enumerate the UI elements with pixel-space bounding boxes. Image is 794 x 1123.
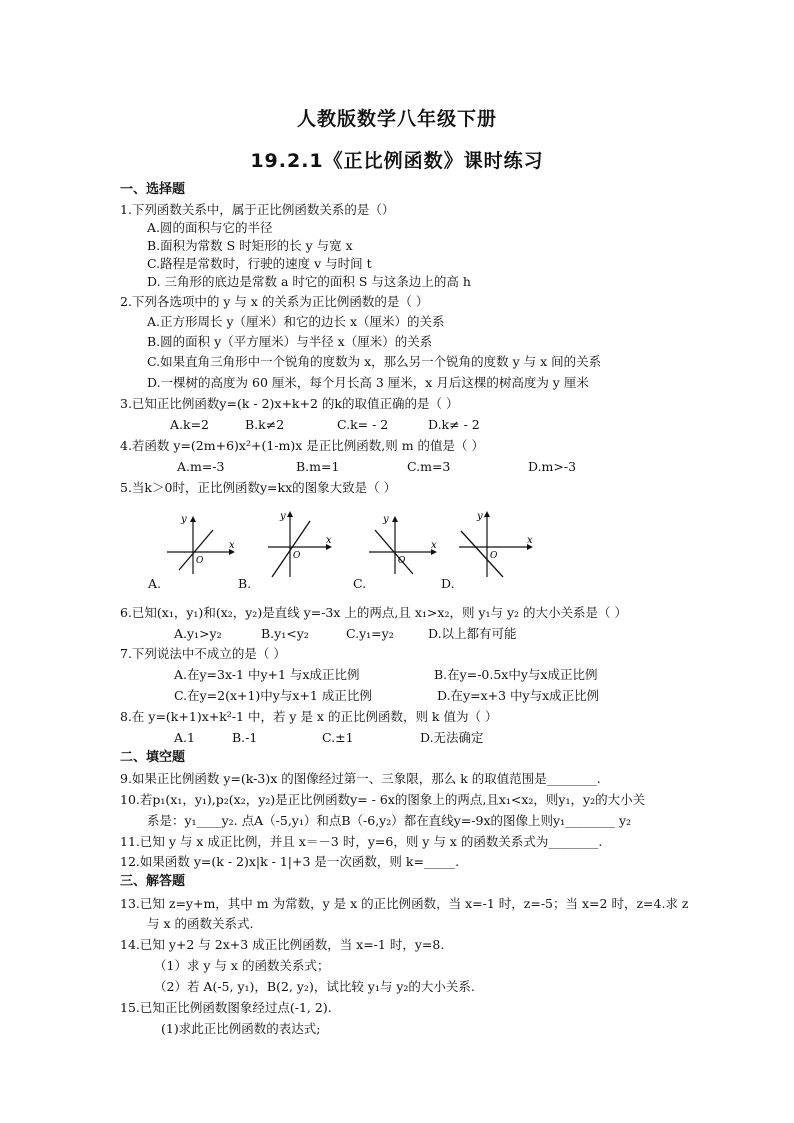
graph-d-label: D. bbox=[441, 576, 455, 591]
question-14-stem: 14.已知 y+2 与 2x+3 成正比例函数，当 x=-1 时，y=8. bbox=[120, 937, 445, 952]
question-3-option-c: C.k= - 2 bbox=[337, 417, 389, 432]
graph-b-label: B. bbox=[238, 576, 252, 591]
question-14-part-1: （1）求 y 与 x 的函数关系式； bbox=[154, 958, 330, 973]
graph-a-y-label: y bbox=[181, 514, 187, 525]
question-1-stem: 1.下列函数关系中，属于正比例函数关系的是（） bbox=[120, 202, 395, 217]
question-15-part-1: (1)求此正比例函数的表达式; bbox=[161, 1021, 321, 1036]
question-1-option-c: C.路程是常数时，行驶的速度 v 与时间 t bbox=[147, 256, 372, 271]
question-8-stem: 8.在 y=(k+1)x+k²-1 中，若 y 是 x 的正比例函数，则 k 值为（ ） bbox=[120, 709, 498, 724]
question-4-stem: 4.若函数 y=(2m+6)x²+(1-m)x 是正比例函数,则 m 的值是（ ） bbox=[120, 438, 485, 453]
question-2-option-d: D.一棵树的高度为 60 厘米，每个月长高 3 厘米，x 月后这棵的树高度为 y 厘米 bbox=[147, 375, 589, 390]
graph-d-y-label: y bbox=[477, 511, 483, 522]
graph-d bbox=[455, 505, 540, 580]
question-1-option-b: B.面积为常数 S 时矩形的长 y 与宽 x bbox=[147, 238, 353, 253]
graph-d-origin-label: O bbox=[490, 551, 498, 561]
graph-b-origin-label: O bbox=[293, 551, 301, 561]
graph-c bbox=[365, 510, 445, 580]
graph-b-x-label: x bbox=[326, 535, 332, 546]
graph-b-y-label: y bbox=[280, 511, 286, 522]
graph-a-origin-label: O bbox=[196, 556, 204, 566]
graph-c-y-label: y bbox=[383, 514, 389, 525]
question-4-option-d: D.m>-3 bbox=[528, 459, 577, 474]
graph-b bbox=[258, 505, 338, 580]
question-13-line-2: 与 x 的函数关系式. bbox=[147, 916, 254, 931]
question-9: 9.如果正比例函数 y=(k-3)x 的图像经过第一、三象限，那么 k 的取值范围是________. bbox=[120, 771, 601, 786]
question-7-option-b: B.在y=-0.5x中y与x成正比例 bbox=[434, 667, 598, 682]
graph-c-origin-label: O bbox=[398, 556, 406, 566]
question-10-line-1: 10.若p₁(x₁，y₁),p₂(x₂，y₂)是正比例函数y= - 6x的图象上的两点,且x₁<x₂，则y₁，y₂的大小关 bbox=[120, 792, 646, 807]
question-10-line-2: 系是：y₁____y₂. 点A（-5,y₁）和点B（-6,y₂）都在直线y=-9x的图像上则y₁________ y₂ bbox=[147, 813, 632, 828]
section-heading-choice: 一、选择题 bbox=[120, 182, 186, 197]
question-1-option-d: D. 三角形的底边是常数 a 时它的面积 S 与这条边上的高 h bbox=[147, 274, 471, 289]
graph-c-x-label: x bbox=[431, 540, 437, 551]
question-8-option-a: A.1 bbox=[174, 730, 195, 745]
question-6-option-d: D.以上都有可能 bbox=[428, 626, 517, 641]
question-7-option-c: C.在y=2(x+1)中y与x+1 成正比例 bbox=[174, 688, 372, 703]
graph-a-x-label: x bbox=[229, 540, 235, 551]
question-3-option-d: D.k≠ - 2 bbox=[428, 417, 480, 432]
section-heading-fill: 二、填空题 bbox=[120, 750, 186, 765]
question-3-option-a: A.k=2 bbox=[170, 417, 210, 432]
question-7-option-a: A.在y=3x-1 中y+1 与x成正比例 bbox=[174, 667, 360, 682]
question-6-option-b: B.y₁<y₂ bbox=[261, 626, 309, 641]
graph-d-x-label: x bbox=[527, 535, 533, 546]
question-4-option-c: C.m=3 bbox=[407, 459, 451, 474]
question-15-stem: 15.已知正比例函数图象经过点(-1, 2). bbox=[120, 1000, 332, 1015]
question-5-stem: 5.当k＞0时，正比例函数y=kx的图象大致是（ ） bbox=[120, 480, 397, 495]
question-3-stem: 3.已知正比例函数y=(k - 2)x+k+2 的k的取值正确的是（ ） bbox=[120, 396, 459, 411]
graph-a-label: A. bbox=[148, 576, 162, 591]
page-title: 人教版数学八年级下册 bbox=[296, 108, 497, 130]
graph-c-label: C. bbox=[353, 576, 367, 591]
question-7-stem: 7.下列说法中不成立的是（ ） bbox=[120, 646, 286, 661]
question-4-option-a: A.m=-3 bbox=[177, 459, 225, 474]
graph-a bbox=[163, 510, 243, 580]
question-8-option-b: B.-1 bbox=[232, 730, 258, 745]
question-4-option-b: B.m=1 bbox=[296, 459, 340, 474]
question-6-stem: 6.已知(x₁，y₁)和(x₂，y₂)是直线 y=-3x 上的两点,且 x₁>x₂，则 y₁与 y₂ 的大小关系是（ ） bbox=[120, 605, 627, 620]
question-6-option-a: A.y₁>y₂ bbox=[174, 626, 222, 641]
question-6-option-c: C.y₁=y₂ bbox=[346, 626, 394, 641]
question-11: 11.已知 y 与 x 成正比例，并且 x＝－3 时，y=6，则 y 与 x 的函数关系式为________. bbox=[120, 834, 603, 849]
question-13-line-1: 13.已知 z=y+m，其中 m 为常数，y 是 x 的正比例函数，当 x=-1 时，z=-5；当 x=2 时，z=4.求 z bbox=[120, 896, 689, 911]
section-heading-answer: 三、解答题 bbox=[120, 874, 186, 889]
question-2-option-a: A.正方形周长 y（厘米）和它的边长 x（厘米）的关系 bbox=[147, 314, 445, 329]
question-7-option-d: D.在y=x+3 中y与x成正比例 bbox=[437, 688, 600, 703]
question-1-option-a: A.圆的面积与它的半径 bbox=[147, 220, 273, 235]
question-8-option-c: C.±1 bbox=[322, 730, 354, 745]
question-2-stem: 2.下列各选项中的 y 与 x 的关系为正比例函数的是（ ） bbox=[120, 294, 429, 309]
question-2-option-c: C.如果直角三角形中一个锐角的度数为 x，那么另一个锐角的度数 y 与 x 间的关系 bbox=[147, 354, 602, 369]
question-8-option-d: D.无法确定 bbox=[420, 730, 484, 745]
page-subtitle: 19.2.1《正比例函数》课时练习 bbox=[250, 150, 544, 172]
question-14-part-2: （2）若 A(-5, y₁)，B(2, y₂)，试比较 y₁与 y₂的大小关系. bbox=[154, 979, 475, 994]
question-12: 12.如果函数 y=(k - 2)x|k - 1|+3 是一次函数，则 k=_____. bbox=[120, 854, 460, 869]
question-2-option-b: B.圆的面积 y（平方厘米）与半径 x（厘米）的关系 bbox=[147, 334, 433, 349]
question-3-option-b: B.k≠2 bbox=[245, 417, 285, 432]
